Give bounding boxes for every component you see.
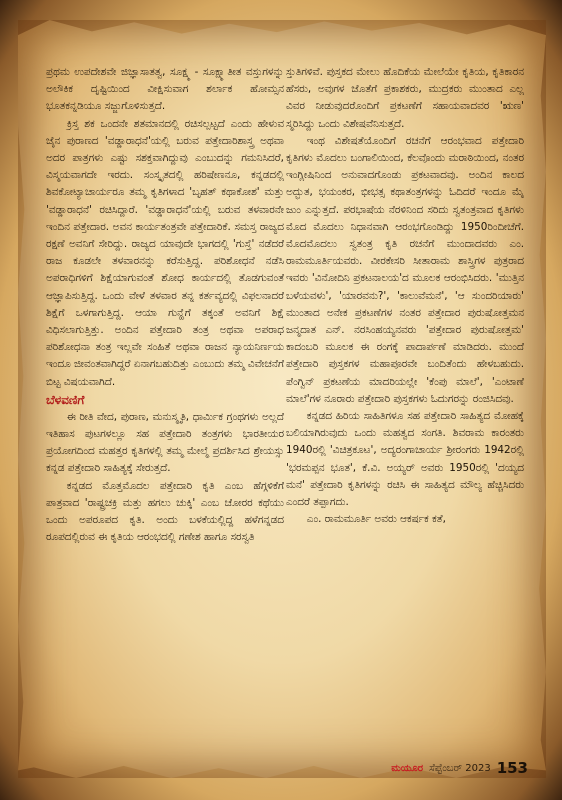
paragraph: ಎಂ. ರಾಮಮೂರ್ತಿ ಅವರು ಆಕರ್ಷಕ ಕತೆ, xyxy=(306,513,446,526)
magazine-name: ಮಯೂರ xyxy=(391,762,424,774)
paragraph: ಪ್ರಥಮ ಉಪದೇಶವೇ ಜಿಜ್ಞಾಸಾತತ್ವ, ಸೂಕ್ಷ್ಮ - ಸೂಕ್ಷ್ಮಾತೀತ ವಸ್ತುಗಳನ್ನು ಅಲೌಕಿಕ ದೃಷ್ಟಿಯಿಂದ ವೀಕ್ಷಿಸುವಾಗ ಶರ್ಲಾಕ ಹೋಮ್ಸನ ಭೂತಕನ್ನಡಿಯೂ ಸಜ್ಜುಗೊಳಿಸುತ್ತದೆ. xyxy=(46,66,284,113)
paragraph: ಕನ್ನಡದ ಮೊತ್ತಮೊದಲ ಪತ್ತೇದಾರಿ ಕೃತಿ ಎಂಬ ಹೆಗ್ಗಳಿಕೆಗೆ ಪಾತ್ರವಾದ 'ರಾಷ್ಟ್ರಚಕ್ರಿ ಮತ್ತು ಹಗಲು ಚುಕ್ಕಿ' ಎಂಬ ಚೋರರ ಕಥೆಯು ಒಂದು ಅಪರೂಪದ ಕೃತಿ. ಅಂದು ಬಳಕೆಯಲ್ಲಿದ್ದ ಹಳೆಗನ್ನಡದ ರೂಪದಲ್ಲಿರುವ ಈ ಕೃತಿಯ ಆರಂಭದಲ್ಲಿ ಗಣೇಶ ಹಾಗೂ ಸರಸ್ವತಿ xyxy=(46,479,284,544)
paragraph: ಕ್ರಿಸ್ತ ಶಕ ಒಂದನೇ ಶತಮಾನದಲ್ಲಿ ರಚಿಸಲ್ಪಟ್ಟದೆ ಎಂದು ಹೇಳುವ ಜೈನ ಪುರಾಣದ 'ವಡ್ಡಾರಾಧನೆ'ಯಲ್ಲಿ ಬರುವ ಪತ್ತೇದಾರಿಶಾಸ್ತ್ರ ಅಥವಾ ಅದರ ಪಾತ್ರಗಳು ಎಷ್ಟು ಸಶಕ್ತವಾಗಿದ್ದುವು ಎಂಬುದನ್ನು ಗಮನಿಸಿದರೆ, ವಿಸ್ಮಯವಾಗದೇ ಇರದು. ಸಂಸ್ಕೃತದಲ್ಲಿ ಹರಿಷೇಣನೂ, ಕನ್ನಡದಲ್ಲಿ ಶಿವಕೋಟ್ಯಾಚಾರ್ಯರೂ ತಮ್ಮ ಕೃತಿಗಳಾದ 'ಬೃಹತ್ ಕಥಾಕೋಶ' ಮತ್ತು 'ವಡ್ಡಾರಾಧನೆ' ರಚಿಸಿದ್ದಾರೆ. 'ವಡ್ಡಾರಾಧನೆ'ಯಲ್ಲಿ ಬರುವ ತಳವಾರನೇ ಇಂದಿನ ಪತ್ತೇದಾರ. ಅವನ ಕಾರ್ಯತಂತ್ರವೇ ಪತ್ತೇದಾರಿಕೆ. ಸಮಸ್ತ ರಾಜ್ಯದ ರಕ್ಷಣೆ ಅವನಿಗೆ ಸೇರಿದ್ದು. ರಾಜ್ಯದ ಯಾವುದೇ ಭಾಗದಲ್ಲಿ 'ಗುಸ್ತೆ' ನಡೆದರೆ ರಾಜ ಕೂಡಲೇ ತಳವಾರನನ್ನು ಕರೆಸುತ್ತಿದ್ದ. ಪರಿಶೋಧನೆ ನಡೆಸಿ ಅಪರಾಧಿಗಳಿಗೆ ಶಿಕ್ಷೆಯಾಗುವಂತೆ ಶೋಧ ಕಾರ್ಯದಲ್ಲಿ ತೊಡಗುವಂತೆ ಆಜ್ಞಾಪಿಸುತ್ತಿದ್ದ. ಒಂದು ವೇಳೆ ತಳವಾರ ತನ್ನ ಕರ್ತವ್ಯದಲ್ಲಿ ವಿಫಲನಾದರೆ ಶಿಕ್ಷೆಗೆ ಒಳಗಾಗುತ್ತಿದ್ದ. ಆಯಾ ಗುನ್ಹೆಗೆ ತಕ್ಕಂತೆ ಅವನಿಗೆ ಶಿಕ್ಷೆ ವಿಧಿಸಲಾಗುತ್ತಿತ್ತು. ಅಂದಿನ ಪತ್ತೇದಾರಿ ತಂತ್ರ ಅಥವಾ ಅಪರಾಧ ಪರಿಶೋಧನಾ ತಂತ್ರ ಇಲ್ಲವೇ ಸಂಹಿತೆ ಅಥವಾ ರಾಜನ ನ್ಯಾಯನಿರ್ಣಯ ಇಂದೂ ಜೀವಂತವಾಗಿದ್ದರೆ ಏನಾಗಬಹುದಿತ್ತು ಎಂಬುದು ತಮ್ಮ ವಿವೇಚನೆಗೆ ಬಿಟ್ಟ ವಿಷಯವಾಗಿದೆ. xyxy=(46,117,284,388)
page-number: 153 xyxy=(496,759,528,777)
section-heading: ಬೆಳವಣಿಗೆ xyxy=(46,392,85,407)
page-footer xyxy=(312,756,528,780)
paragraph: ಸ್ತುತಿಗಳಿವೆ. ಪುಸ್ತಕದ ಮೇಲು ಹೊದಿಕೆಯ ಮೇಲೆಯೇ ಕೃತಿಯ, ಕೃತಿಕಾರನ ಹೆಸರು, ಅವುಗಳ ಜೊತೆಗೆ ಪ್ರಕಾಶಕರು, ಮುದ್ರಕರು ಮುಂತಾದ ಎಲ್ಲ ವಿವರ ನೀಡುವುದರೊಂದಿಗೆ ಪ್ರಕಟಣೆಗೆ ಸಹಾಯವಾದವರ 'ಋಣ' ಸ್ಮರಿಸಿದ್ದು ಒಂದು ವಿಶೇಷವೆನಿಸುತ್ತದೆ. xyxy=(286,66,524,130)
left-column xyxy=(46,64,284,546)
issue-date: ಸೆಪ್ಟೆಂಬರ್ 2023 xyxy=(429,762,491,774)
paragraph: ಈ ರೀತಿ ವೇದ, ಪುರಾಣ, ಮನುಸ್ಮೃತಿ, ಧಾರ್ಮಿಕ ಗ್ರಂಥಗಳು ಅಲ್ಲದೆ ಇತಿಹಾಸ ಪುಟಗಳಲ್ಲೂ ಸಹ ಪತ್ತೇದಾರಿ ತಂತ್ರಗಳು ಭಾರತೀಯರ ಪ್ರಯೋಗದಿಂದ ಮಹತ್ತರ ಕೃತಿಗಳಲ್ಲಿ ತಮ್ಮ ಮೇಲ್ಮೆ ಪ್ರದರ್ಶಿಸಿದ ಶ್ರೇಯಸ್ಸು ಕನ್ನಡ ಪತ್ತೇದಾರಿ ಸಾಹಿತ್ಯಕ್ಕೆ ಸೇರುತ್ತದೆ. xyxy=(46,410,284,475)
right-column xyxy=(286,64,524,528)
paragraph: ಇಂಥ ವಿಶೇಷತೆಯೊಂದಿಗೆ ರಚನೆಗೆ ಆರಂಭವಾದ ಪತ್ತೇದಾರಿ ಕೃತಿಗಳು ಮೊದಲು ಬಂಗಾಲಿಯಿಂದ, ಕೆಲವೊಂದು ಮರಾಠಿಯಿಂದ, ನಂತರ ಇಂಗ್ಲೀಷಿನಿಂದ ಅನುವಾದಗೊಂಡು ಪ್ರಕಟವಾದವು. ಅಂದಿನ ಕಾಲದ ಅದ್ಭುತ, ಭಯಂಕರ, ಭೀಭತ್ಸ ಕಥಾತಂತ್ರಗಳನ್ನು ಓದಿದರೆ ಇಂದೂ ಮೈ ಜುಂ ಎನ್ನುತ್ತದೆ. ಪರಭಾಷೆಯ ನೆರಳಿನಿಂದ ಸರಿದು ಸ್ವತಂತ್ರವಾದ ಕೃತಿಗಳು ಮೊದ ಮೊದಲು ನಿಧಾನವಾಗಿ ಆರಂಭಗೊಂಡಿದ್ದು 1950ರಿಂದೀಚೆಗೆ. ಮೊದಮೊದಲು ಸ್ವತಂತ್ರ ಕೃತಿ ರಚನೆಗೆ ಮುಂದಾದವರು ಎಂ. ರಾಮಮೂರ್ತಿಯವರು. ವೀರಕೇಸರಿ ಸೀತಾರಾಮ ಶಾಸ್ತ್ರಿಗಳ ಪುತ್ರರಾದ ಇವರು 'ವಿನೋದಿನಿ ಪ್ರಕಟನಾಲಯ'ದ ಮೂಲಕ ಆರಂಭಿಸಿದರು. 'ಮುತ್ತಿನ ಬಳೆಯವಳು', 'ಯಾರವನು?', 'ಕಾಲುವೆಮನೆ', 'ಆ ಸುಂದರಿಯಾರು' ಮುಂತಾದ ಅನೇಕ ಪ್ರಕಟಣೆಗಳ ನಂತರ ಪತ್ತೇದಾರ ಪುರುಷೋತ್ತಮನ ಜನ್ಮದಾತ ಎನ್. ನರಸಿಂಹಯ್ಯನವರು 'ಪತ್ತೇದಾರ ಪುರುಷೋತ್ತಮ' ಕಾದಂಬರಿ ಮೂಲಕ ಈ ರಂಗಕ್ಕೆ ಪಾದಾರ್ಪಣೆ ಮಾಡಿದರು. ಮುಂದೆ ಪತ್ತೇದಾರಿ ಪುಸ್ತಕಗಳ ಮಹಾಪೂರವೇ ಬಂದಿತೆಂದು ಹೇಳಬಹುದು. ಪೆಂಗ್ವಿನ್ ಪ್ರಕಟಣೆಯ ಮಾದರಿಯಲ್ಲೇ 'ಕೆಂಪು ಮಾಲೆ', 'ಎಂಟಾಣೆ ಮಾಲೆ'ಗಳ ನೂರಾರು ಪತ್ತೇದಾರಿ ಪುಸ್ತಕಗಳು ಓದುಗರನ್ನು ರಂಜಿಸಿದವು. xyxy=(286,134,524,405)
paragraph: ಕನ್ನಡದ ಹಿರಿಯ ಸಾಹಿತಿಗಳೂ ಸಹ ಪತ್ತೇದಾರಿ ಸಾಹಿತ್ಯದ ಮೋಹಕ್ಕೆ ಬಲಿಯಾಗಿರುವುದು ಒಂದು ಮಹತ್ವದ ಸಂಗತಿ. ಶಿವರಾಮ ಕಾರಂತರು 1940ರಲ್ಲಿ 'ವಿಚಿತ್ರಕೂಟ', ಅದ್ಯರಂಗಾಚಾರ್ಯ ಶ್ರೀರಂಗರು 1942ರಲ್ಲಿ 'ಭರಮಪ್ಪನ ಭೂತ', ಕೆ.ವಿ. ಅಯ್ಯರ್ ಅವರು 1950ರಲ್ಲಿ 'ದಯ್ಯದ ಮನೆ' ಪತ್ತೇದಾರಿ ಕೃತಿಗಳನ್ನು ರಚಿಸಿ ಈ ಸಾಹಿತ್ಯದ ಮೌಲ್ಯ ಹೆಚ್ಚಿಸಿದರು ಎಂದರೆ ತಪ್ಪಾಗದು. xyxy=(286,410,524,509)
